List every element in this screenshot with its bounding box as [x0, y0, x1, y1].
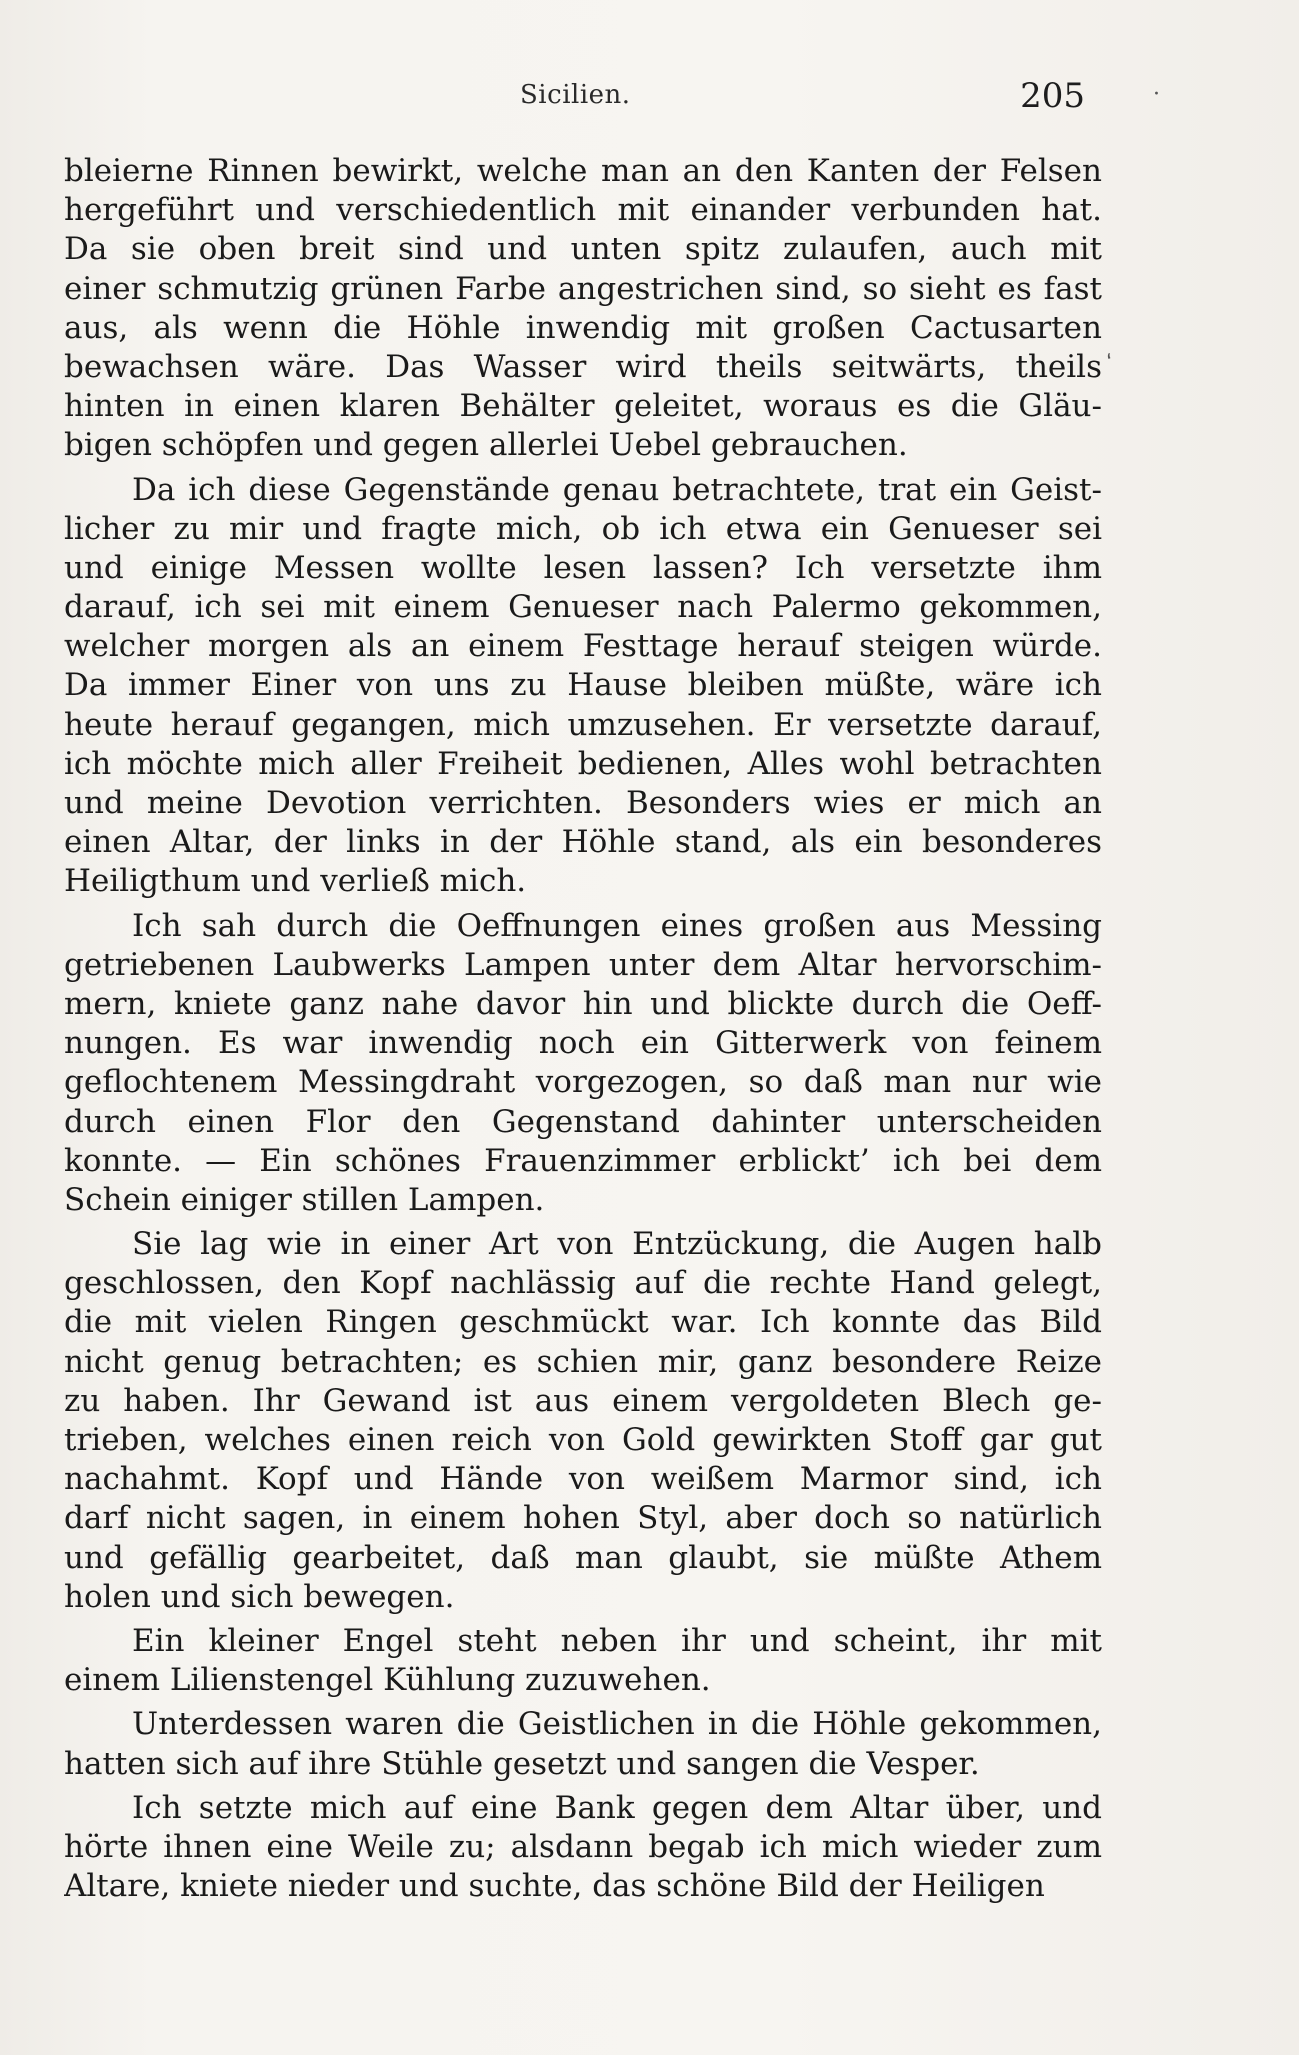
text-line: ich möchte mich aller Freiheit bedienen, Alles wohl betrachten — [64, 745, 1102, 782]
text-line: durch einen Flor den Gegenstand dahinter unterscheiden — [64, 1103, 1102, 1140]
text-line: einer schmutzig grünen Farbe angestrichen sind, so sieht es fast — [64, 270, 1102, 307]
text-line: Ich setzte mich auf eine Bank gegen dem Altar über, und — [132, 1789, 1102, 1826]
text-line: nachahmt. Kopf und Hände von weißem Marmor sind, ich — [64, 1461, 1102, 1498]
paragraph — [64, 471, 1102, 902]
paragraph — [64, 1622, 1102, 1700]
text-line: darauf, ich sei mit einem Genueser nach Palermo gekommen, — [64, 589, 1102, 626]
text-line: hörte ihnen eine Weile zu; alsdann begab ich mich wieder zum — [64, 1828, 1102, 1865]
paragraph — [64, 1705, 1102, 1783]
paragraph — [64, 1225, 1102, 1617]
text-line: einen Altar, der links in der Höhle stand, als ein besonderes — [64, 824, 1102, 861]
text-line: welcher morgen als an einem Festtage herauf steigen würde. — [64, 628, 1102, 665]
text-line: Schein einiger stillen Lampen. — [64, 1181, 545, 1218]
text-line: trieben, welches einen reich von Gold gewirkten Stoff gar gut — [64, 1422, 1102, 1458]
paragraph — [64, 152, 1102, 466]
text-line: nungen. Es war inwendig noch ein Gitterwerk von feinem — [64, 1025, 1102, 1062]
text-line: Da sie oben breit sind und unten spitz zulaufen, auch mit — [64, 231, 1102, 268]
text-line: geflochtenem Messingdraht vorgezogen, so daß man nur wie — [64, 1064, 1102, 1101]
text-line: getriebenen Laubwerks Lampen unter dem Altar hervorschim- — [64, 946, 1102, 983]
text-line: und meine Devotion verrichten. Besonders wies er mich an — [64, 785, 1102, 821]
body-text — [64, 152, 1102, 1911]
margin-tick-mark: ‘ — [1103, 349, 1120, 376]
text-line: Unterdessen waren die Geistlichen in die Höhle gekommen, — [132, 1706, 1102, 1743]
text-line: licher zu mir und fragte mich, ob ich etwa ein Genueser sei — [64, 510, 1102, 547]
text-line: hinten in einen klaren Behälter geleitet, woraus es die Gläu- — [64, 388, 1102, 425]
page-number: 205 — [1020, 76, 1085, 116]
text-line: Ich sah durch die Oeffnungen eines großen aus Messing — [132, 907, 1102, 944]
text-line: heute herauf gegangen, mich umzusehen. Er versetzte darauf, — [64, 706, 1102, 743]
text-line: Sie lag wie in einer Art von Entzückung, die Augen halb — [132, 1226, 1102, 1263]
margin-dot-mark: · — [1153, 82, 1160, 107]
text-line: aus, als wenn die Höhle inwendig mit großen Cactusarten — [64, 309, 1102, 346]
text-line: hergeführt und verschiedentlich mit einander verbunden hat. — [64, 192, 1102, 229]
text-line: Heiligthum und verließ mich. — [64, 863, 527, 900]
text-line: und einige Messen wollte lesen lassen? Ich versetzte ihm — [64, 549, 1102, 586]
text-line: bleierne Rinnen bewirkt, welche man an den Kanten der Felsen — [64, 153, 1102, 189]
running-head: Sicilien. — [520, 80, 631, 110]
page-header — [60, 76, 1085, 120]
paragraph — [64, 907, 1102, 1221]
text-line: die mit vielen Ringen geschmückt war. Ich konnte das Bild — [64, 1304, 1102, 1341]
text-line: zu haben. Ihr Gewand ist aus einem vergoldeten Blech ge- — [64, 1382, 1102, 1419]
text-line: konnte. — Ein schönes Frauenzimmer erblickt’ ich bei dem — [64, 1142, 1102, 1179]
text-line: Ein kleiner Engel steht neben ihr und scheint, ihr mit — [132, 1622, 1102, 1659]
text-line: Da ich diese Gegenstände genau betrachtete, trat ein Geist- — [132, 471, 1102, 508]
text-line: hatten sich auf ihre Stühle gesetzt und sangen die Vesper. — [64, 1745, 980, 1782]
text-line: und gefällig gearbeitet, daß man glaubt, sie müßte Athem — [64, 1539, 1102, 1576]
text-line: Da immer Einer von uns zu Hause bleiben müßte, wäre ich — [64, 667, 1102, 704]
text-line: einem Lilienstengel Kühlung zuzuwehen. — [64, 1662, 711, 1699]
paragraph — [64, 1789, 1102, 1907]
text-line: Altare, kniete nieder und suchte, das schöne Bild der Heiligen — [64, 1868, 1045, 1905]
text-line: bigen schöpfen und gegen allerlei Uebel gebrauchen. — [64, 427, 908, 464]
text-line: geschlossen, den Kopf nachlässig auf die rechte Hand gelegt, — [64, 1265, 1102, 1302]
text-line: bewachsen wäre. Das Wasser wird theils seitwärts, theils — [64, 348, 1102, 385]
text-line: mern, kniete ganz nahe davor hin und blickte durch die Oeff- — [64, 985, 1102, 1022]
text-line: holen und sich bewegen. — [64, 1578, 455, 1615]
text-line: darf nicht sagen, in einem hohen Styl, aber doch so natürlich — [64, 1500, 1102, 1537]
text-line: nicht genug betrachten; es schien mir, ganz besondere Reize — [64, 1343, 1102, 1380]
